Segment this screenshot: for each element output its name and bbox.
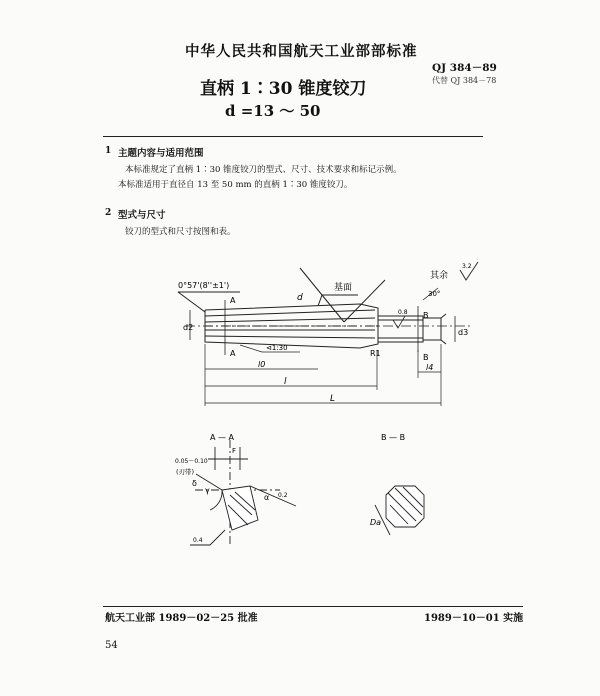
section-1-paragraph-2: 本标准适用于直径自 13 至 50 mm 的直柄 1∶30 锥度铰刀。	[118, 180, 353, 190]
section-bb-view	[375, 486, 424, 535]
l0-label: l0	[258, 360, 266, 369]
r1-label: R1	[370, 349, 381, 358]
section-1-number: 1	[105, 146, 112, 156]
angle-tol-leader-tail	[178, 292, 205, 312]
section-b-top-label: B	[423, 311, 429, 320]
rest-label: 其余	[430, 271, 449, 281]
section-aa-r1: 0.4	[193, 537, 203, 544]
section-aa-title: A — A	[210, 433, 235, 442]
approval-date: 航天工业部 1989－02－25 批准	[105, 613, 258, 624]
section-2-paragraph-1: 铰刀的型式和尺寸按图和表。	[125, 227, 236, 237]
section-aa-f-label: F	[232, 447, 237, 455]
section-aa-gamma: γ	[205, 486, 210, 495]
taper-leader-tail	[240, 345, 262, 352]
section-aa-delta: δ	[192, 479, 197, 488]
taper-label: ⊲1:30	[266, 344, 288, 352]
section-b-bottom-label: B	[423, 353, 429, 362]
section-bb-title: B — B	[381, 433, 406, 442]
page-number: 54	[105, 640, 118, 651]
l4-label: l4	[426, 363, 434, 372]
roughness-small-label: 0.8	[398, 309, 408, 316]
replaces-note: 代替 QJ 384－78	[432, 76, 497, 85]
l-label: l	[284, 377, 287, 387]
datum-leader-tail	[318, 295, 322, 306]
section-a-top-label: A	[230, 296, 236, 305]
standard-title: 中华人民共和国航天工业部部标准	[185, 43, 418, 60]
angle-30-label: 30°	[428, 290, 441, 298]
section-1-heading: 主题内容与适用范围	[118, 148, 204, 159]
document-diameter-range: d =13 ～ 50	[225, 102, 321, 120]
section-aa-land-note: (刃带)	[176, 468, 195, 476]
section-1-paragraph-1: 本标准规定了直柄 1∶30 锥度铰刀的型式、尺寸、技术要求和标记示例。	[125, 165, 402, 175]
d-label: d	[297, 293, 303, 303]
angle-tol-label: 0°57'(8''±1')	[178, 281, 230, 290]
section-aa-r2: 0.2	[278, 492, 288, 499]
section-2-heading: 型式与尺寸	[118, 210, 166, 221]
document-title: 直柄 1∶30 锥度铰刀	[200, 79, 367, 99]
section-bb-da: Da	[370, 518, 382, 527]
section-aa-alpha: α	[264, 493, 270, 502]
standard-code: QJ 384－89	[432, 62, 497, 74]
reamer-shank	[378, 314, 446, 344]
footer-rule	[103, 606, 523, 607]
L-label: L	[330, 394, 336, 404]
section-a-bottom-label: A	[230, 349, 236, 358]
section-2-number: 2	[105, 208, 112, 218]
section-aa-land-label: 0.05～0.10	[175, 458, 208, 465]
d3-label: d3	[458, 328, 469, 337]
d2-label: d2	[183, 323, 194, 332]
datum-label: 基面	[334, 283, 353, 293]
effective-date: 1989－10－01 实施	[424, 613, 524, 624]
roughness-main-label: 3.2	[462, 263, 472, 270]
